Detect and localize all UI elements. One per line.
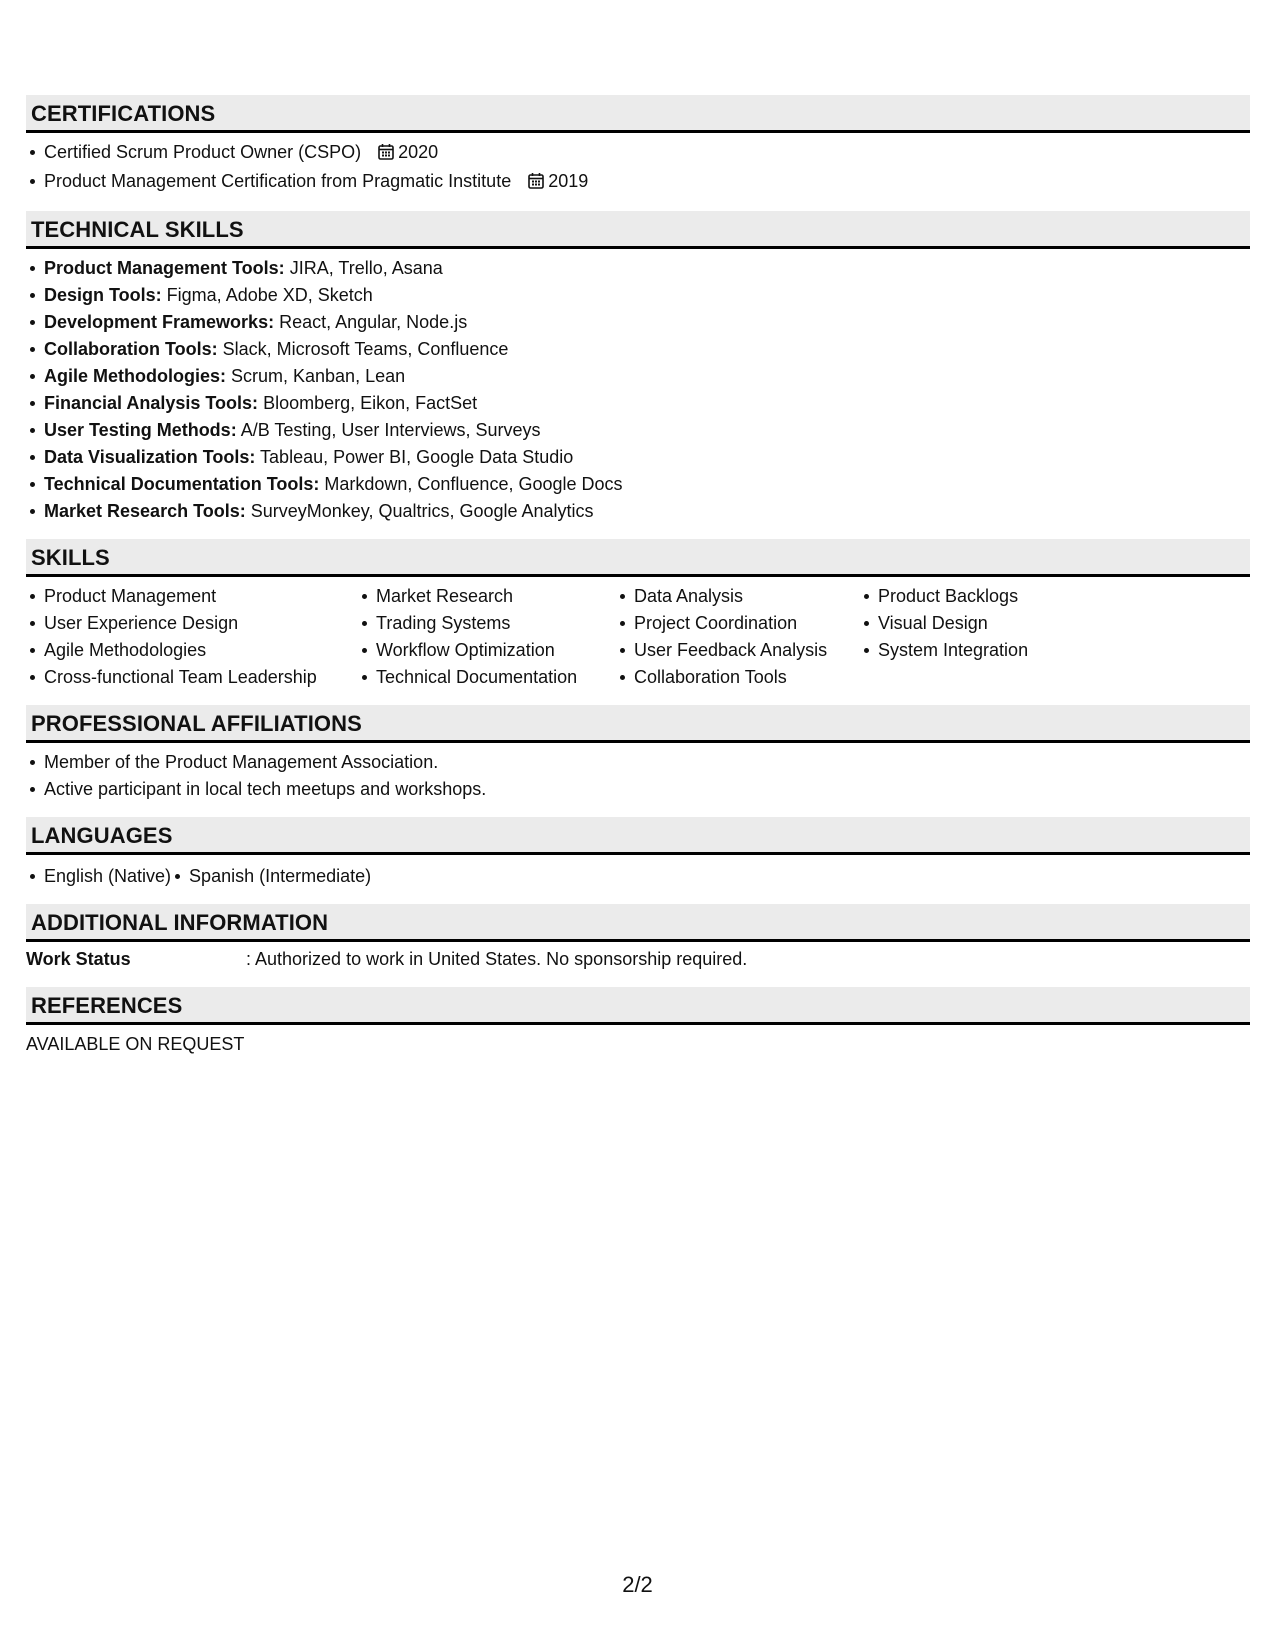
- calendar-icon: [378, 141, 394, 168]
- technical-skill-label: Agile Methodologies:: [44, 366, 226, 386]
- skill-item: Visual Design: [878, 610, 1120, 637]
- work-status-value: : Authorized to work in United States. No sponsorship required.: [246, 949, 748, 969]
- skills-column: [26, 583, 358, 691]
- technical-skill-label: Product Management Tools:: [44, 258, 285, 278]
- technical-skill-item: [44, 471, 1250, 498]
- technical-skill-item: [44, 417, 1250, 444]
- technical-skill-item: [44, 498, 1250, 525]
- skill-item: Workflow Optimization: [376, 637, 616, 664]
- certifications-list: [26, 139, 1250, 197]
- references-section: [26, 987, 1250, 1058]
- technical-skill-value: SurveyMonkey, Qualtrics, Google Analytics: [245, 501, 594, 521]
- page-number: 2/2: [622, 1572, 653, 1597]
- skills-heading: SKILLS: [26, 539, 1250, 577]
- certification-year: 2020: [398, 142, 439, 162]
- technical-skills-list: [26, 255, 1250, 525]
- technical-skill-item: [44, 309, 1250, 336]
- resume-page: [26, 95, 1250, 1058]
- skill-item: User Feedback Analysis: [634, 637, 860, 664]
- technical-skill-label: Design Tools:: [44, 285, 162, 305]
- additional-info-heading: ADDITIONAL INFORMATION: [26, 904, 1250, 942]
- languages-list: [26, 855, 1250, 904]
- certification-name: Certified Scrum Product Owner (CSPO): [44, 142, 362, 162]
- affiliations-heading: PROFESSIONAL AFFILIATIONS: [26, 705, 1250, 743]
- skill-item: User Experience Design: [44, 610, 358, 637]
- technical-skill-value: Slack, Microsoft Teams, Confluence: [217, 339, 509, 359]
- certification-name: Product Management Certification from Pragmatic Institute: [44, 171, 512, 191]
- certification-item: [44, 139, 1250, 168]
- technical-skill-value: Markdown, Confluence, Google Docs: [319, 474, 623, 494]
- languages-section: [26, 817, 1250, 904]
- technical-skill-item: [44, 363, 1250, 390]
- technical-skill-value: Scrum, Kanban, Lean: [226, 366, 406, 386]
- technical-skill-value: A/B Testing, User Interviews, Surveys: [236, 420, 541, 440]
- affiliations-section: [26, 705, 1250, 817]
- technical-skill-item: [44, 255, 1250, 282]
- technical-skill-item: [44, 282, 1250, 309]
- technical-skill-label: Financial Analysis Tools:: [44, 393, 259, 413]
- skill-item: Product Management: [44, 583, 358, 610]
- technical-skill-value: React, Angular, Node.js: [274, 312, 468, 332]
- skills-column: [860, 583, 1120, 691]
- skill-item: Agile Methodologies: [44, 637, 358, 664]
- skills-section: [26, 539, 1250, 705]
- certifications-section: [26, 95, 1250, 211]
- technical-skills-section: [26, 211, 1250, 539]
- technical-skill-item: [44, 390, 1250, 417]
- additional-info-section: [26, 904, 1250, 987]
- technical-skill-item: [44, 444, 1250, 471]
- skill-item: Project Coordination: [634, 610, 860, 637]
- skill-item: Trading Systems: [376, 610, 616, 637]
- skill-item: Product Backlogs: [878, 583, 1120, 610]
- technical-skill-value: Bloomberg, Eikon, FactSet: [258, 393, 478, 413]
- skill-item: Data Analysis: [634, 583, 860, 610]
- work-status-label: Work Status: [26, 949, 131, 969]
- skill-item: Collaboration Tools: [634, 664, 860, 691]
- certifications-heading: CERTIFICATIONS: [26, 95, 1250, 133]
- technical-skill-label: Data Visualization Tools:: [44, 447, 256, 467]
- affiliations-list: [26, 749, 1250, 803]
- skill-item: Market Research: [376, 583, 616, 610]
- certification-year: 2019: [548, 171, 589, 191]
- calendar-icon: [528, 170, 544, 197]
- languages-heading: LANGUAGES: [26, 817, 1250, 855]
- skills-grid: [26, 577, 1250, 705]
- skill-item: Cross-functional Team Leadership: [44, 664, 358, 691]
- skill-item: Technical Documentation: [376, 664, 616, 691]
- technical-skill-value: Figma, Adobe XD, Sketch: [161, 285, 373, 305]
- skills-column: [616, 583, 860, 691]
- technical-skill-label: Market Research Tools:: [44, 501, 246, 521]
- references-text: AVAILABLE ON REQUEST: [26, 1034, 245, 1054]
- technical-skill-label: Collaboration Tools:: [44, 339, 218, 359]
- technical-skills-heading: TECHNICAL SKILLS: [26, 211, 1250, 249]
- affiliation-item: Active participant in local tech meetups and workshops.: [44, 776, 1250, 803]
- skill-item: System Integration: [878, 637, 1120, 664]
- language-item: English (Native): [44, 863, 171, 890]
- certification-item: [44, 168, 1250, 197]
- technical-skill-label: Development Frameworks:: [44, 312, 275, 332]
- technical-skill-value: Tableau, Power BI, Google Data Studio: [255, 447, 574, 467]
- references-heading: REFERENCES: [26, 987, 1250, 1025]
- language-item: Spanish (Intermediate): [189, 863, 371, 890]
- technical-skill-label: User Testing Methods:: [44, 420, 237, 440]
- work-status-row: [26, 942, 1250, 987]
- technical-skill-label: Technical Documentation Tools:: [44, 474, 320, 494]
- affiliation-item: Member of the Product Management Association.: [44, 749, 1250, 776]
- skills-column: [358, 583, 616, 691]
- technical-skill-item: [44, 336, 1250, 363]
- technical-skill-value: JIRA, Trello, Asana: [284, 258, 443, 278]
